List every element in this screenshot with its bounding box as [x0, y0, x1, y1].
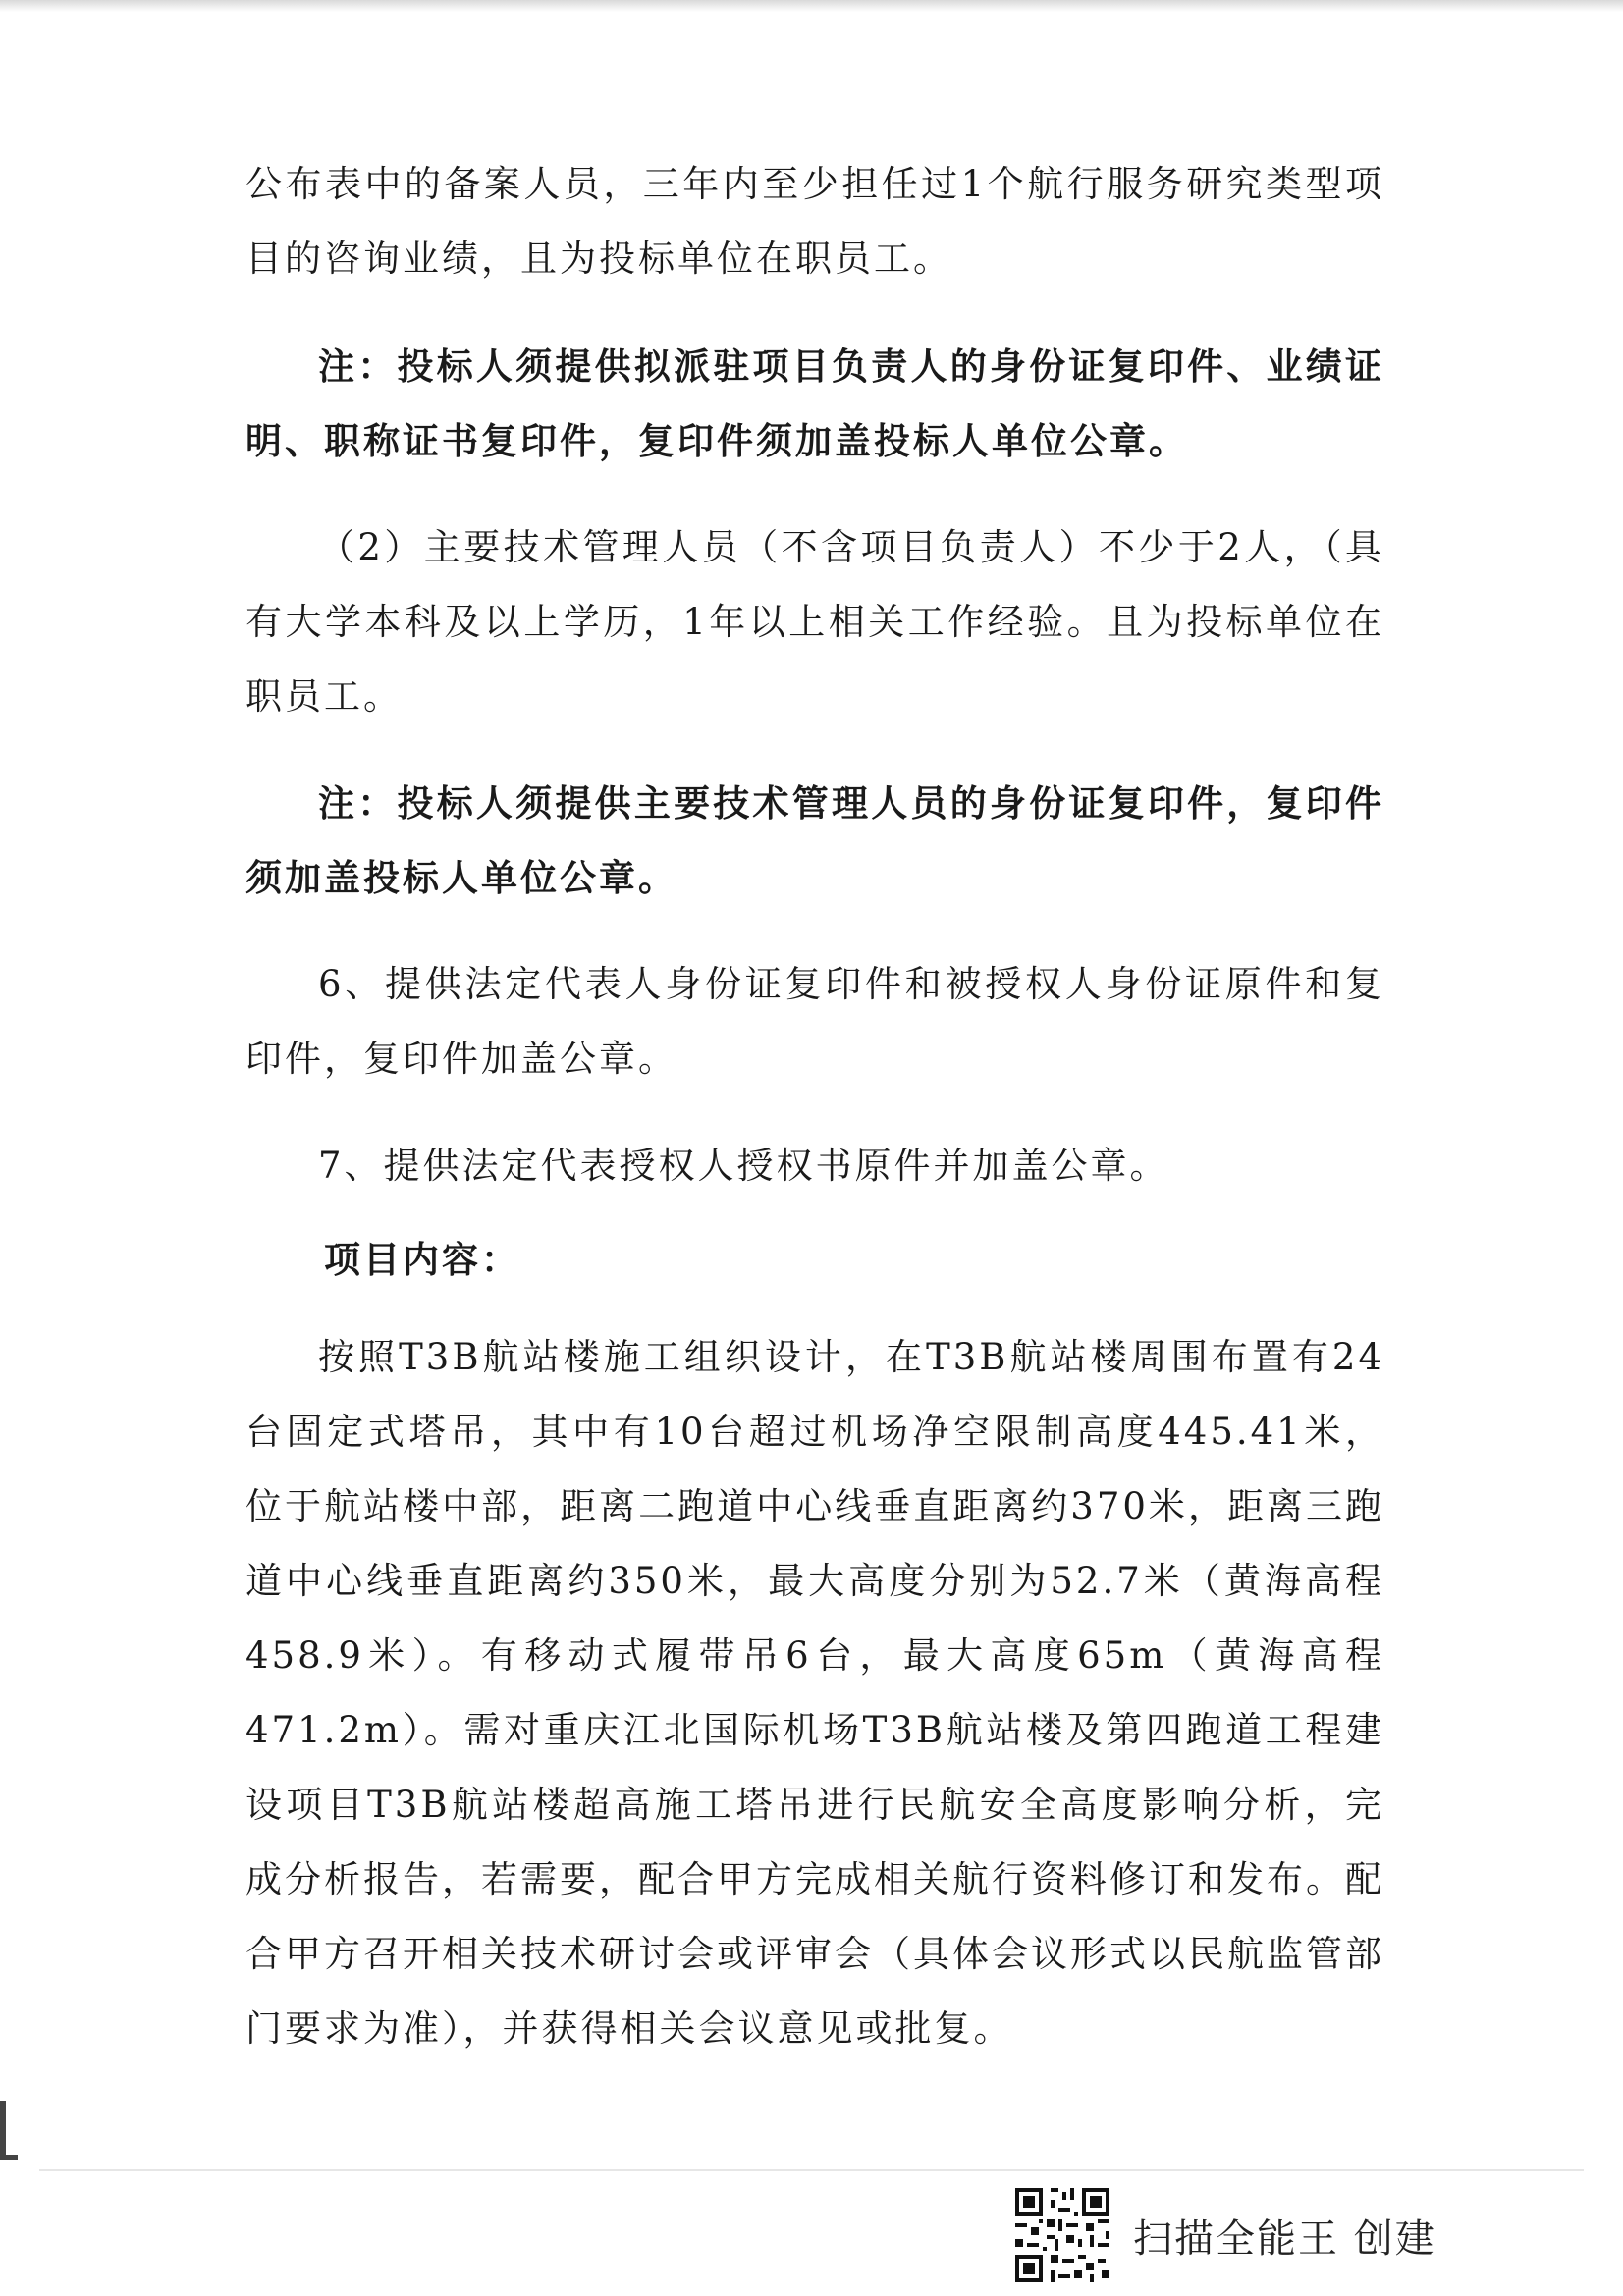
scan-top-edge — [0, 0, 1623, 12]
paragraph-project-content: 按照T3B航站楼施工组织设计，在T3B航站楼周围布置有24台固定式塔吊，其中有10台超过机场净空限制高度445.41米，位于航站楼中部，距离二跑道中心线垂直距离约370米，距离三跑道中心线垂直距离约350米，最大高度分别为52.7米（黄海高程458.9米）。有移动式履带吊6台，最大高度65m（黄海高程471.2m）。需对重庆江北国际机场T3B航站楼及第四跑道工程建设项目T3B航站楼超高施工塔吊进行民航安全高度影响分析，完成分析报告，若需要，配合甲方完成相关航行资料修订和发布。配合甲方召开相关技术研讨会或评审会（具体会议形式以民航监管部门要求为准），并获得相关会议意见或批复。 — [245, 1336, 1384, 2050]
item-7-authorization-letter: 7、提供法定代表授权人授权书原件并加盖公章。 — [318, 1145, 1169, 1187]
item-6-legal-representative-id: 6、提供法定代表人身份证复印件和被授权人身份证原件和复印件，复印件加盖公章。 — [245, 963, 1384, 1080]
section-heading-project-content: 项目内容： — [324, 1238, 520, 1281]
note-project-lead-documents: 注：投标人须提供拟派驻项目负责人的身份证复印件、业绩证明、职称证书复印件，复印件须加盖投标人单位公章。 — [245, 345, 1384, 462]
paragraph-project-lead-qualification: 公布表中的备案人员，三年内至少担任过1个航行服务研究类型项目的咨询业绩，且为投标单位在职员工。 — [245, 163, 1384, 280]
scan-bottom-line — [39, 2169, 1584, 2171]
note-technical-staff-documents: 注：投标人须提供主要技术管理人员的身份证复印件，复印件须加盖投标人单位公章。 — [245, 781, 1384, 899]
qr-code-icon — [1011, 2184, 1113, 2286]
paragraph-technical-staff: （2）主要技术管理人员（不含项目负责人）不少于2人，（具有大学本科及以上学历，1年以上相关工作经验。且为投标单位在职员工。 — [245, 526, 1384, 718]
scanner-brand-text: 扫描全能王 创建 — [1133, 2216, 1436, 2262]
scan-corner-mark — [0, 2101, 18, 2160]
scanner-watermark — [1011, 2181, 1436, 2289]
